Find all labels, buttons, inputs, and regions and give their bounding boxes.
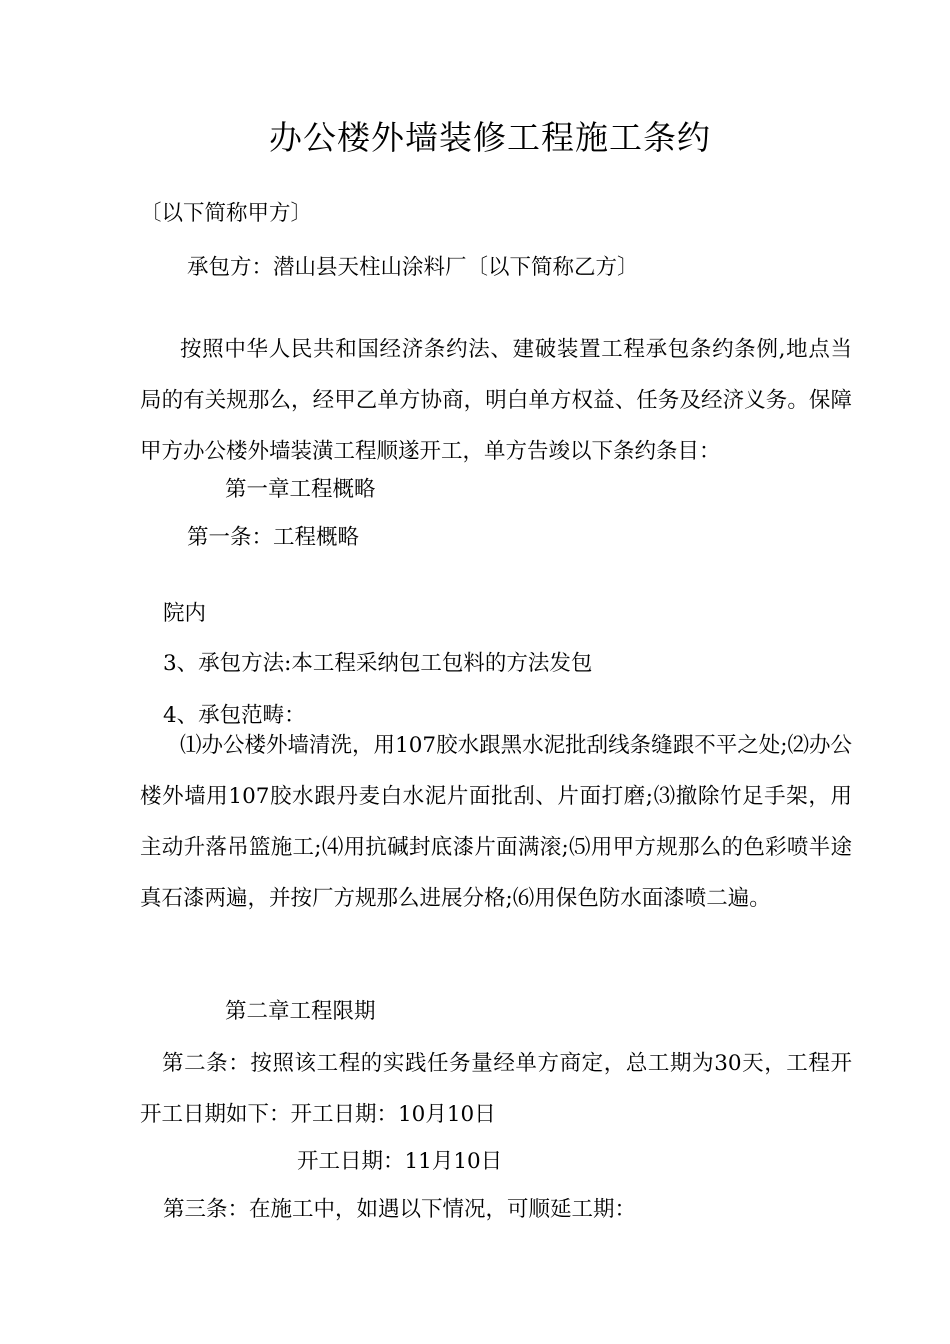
- location-text: 院内: [163, 601, 207, 626]
- item3-contract-method: 3、承包方法:本工程采纳包工包料的方法发包: [163, 651, 593, 676]
- article2-paragraph-text: 第二条：按照该工程的实践任务量经单方商定，总工期为30天，工程开开工日期如下：开工日期：10月10日: [140, 1051, 852, 1127]
- party-a-note: 〔以下简称甲方〕: [140, 201, 313, 226]
- article1-heading: 第一条：工程概略: [187, 525, 360, 550]
- intro-paragraph: [140, 324, 852, 477]
- intro-paragraph-text: 按照中华人民共和国经济条约法、建破装置工程承包条约条例,地点当局的有关规那么，经甲乙单方协商，明白单方权益、任务及经济义务。保障甲方办公楼外墙装潢工程顺遂开工，单方告竣以下条约条目：: [140, 337, 852, 464]
- scope-paragraph-text: ⑴办公楼外墙清洗，用107胶水跟黑水泥批刮线条缝跟不平之处;⑵办公楼外墙用107胶水跟丹麦白水泥片面批刮、片面打磨;⑶撤除竹足手架，用主动升落吊篮施工;⑷用抗碱封底漆片面满滚;⑸用甲方规那么的色彩喷半途真石漆两遍，并按厂方规那么进展分格;⑹用保色防水面漆喷二遍。: [140, 733, 852, 911]
- article3-text: 第三条：在施工中，如遇以下情况，可顺延工期：: [163, 1197, 637, 1222]
- scope-paragraph: [140, 720, 852, 924]
- document-title: 办公楼外墙装修工程施工条约: [269, 118, 711, 157]
- contractor-line: 承包方：潜山县天柱山涂料厂〔以下简称乙方〕: [187, 255, 639, 280]
- chapter2-heading: 第二章工程限期: [225, 999, 376, 1024]
- end-date-line: 开工日期：11月10日: [297, 1149, 503, 1174]
- chapter1-heading: 第一章工程概略: [225, 477, 376, 502]
- item4-contract-scope: 4、承包范畴：: [163, 703, 306, 728]
- article2-paragraph: [140, 1038, 852, 1140]
